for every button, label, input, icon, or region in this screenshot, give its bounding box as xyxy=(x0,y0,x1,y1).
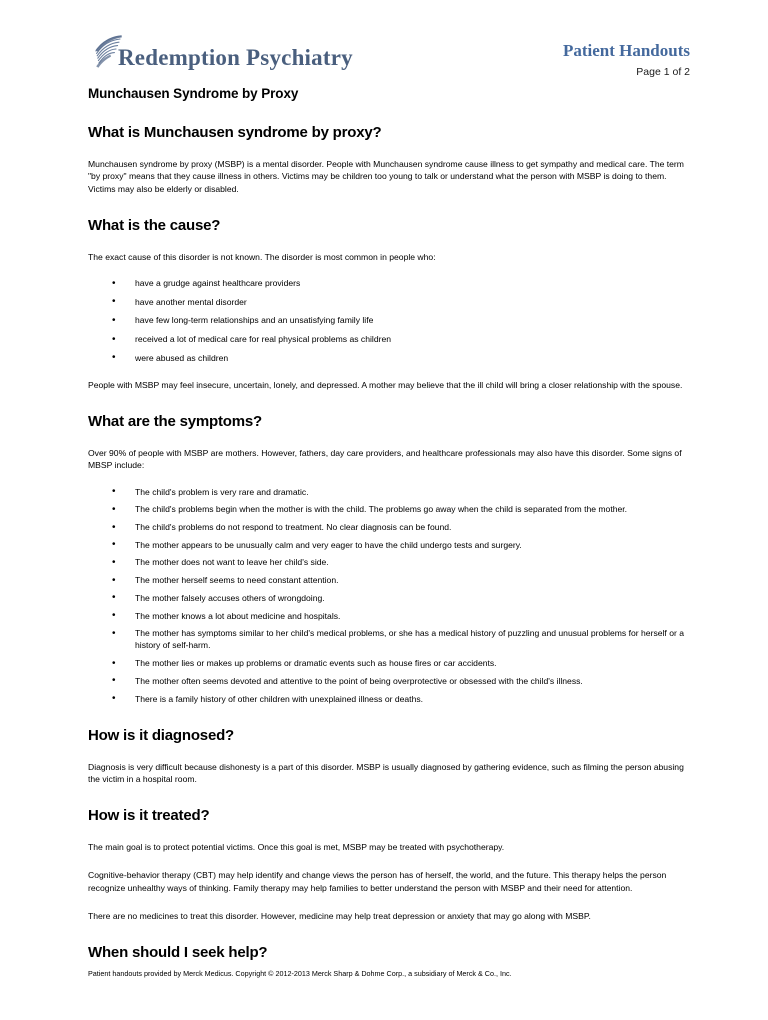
body-paragraph: Over 90% of people with MSBP are mothers. However, fathers, day care providers, and healthcare professionals may also have this disorder. Some signs of MBSP include: xyxy=(88,448,682,471)
bullet-list xyxy=(88,486,690,705)
list-item: • The mother does not want to leave her child's side. xyxy=(88,556,690,568)
document-content xyxy=(88,86,690,962)
section-heading: How is it treated? xyxy=(88,807,210,825)
list-item: • The child's problem is very rare and dramatic. xyxy=(88,486,690,498)
body-paragraph: The exact cause of this disorder is not known. The disorder is most common in people who: xyxy=(88,251,436,262)
handouts-title: Patient Handouts xyxy=(562,41,690,60)
list-item: • The mother lies or makes up problems or dramatic events such as house fires or car accidents. xyxy=(88,657,690,669)
page-header xyxy=(88,26,690,88)
list-item: • The mother knows a lot about medicine and hospitals. xyxy=(88,610,690,622)
brand-logo[interactable] xyxy=(94,28,353,72)
section-heading: What is Munchausen syndrome by proxy? xyxy=(88,124,382,142)
page-footer: Patient handouts provided by Merck Medicus. Copyright © 2012-2013 Merck Sharp & Dohme Corp., a subsidiary of Merck & Co., Inc. xyxy=(88,968,512,978)
section-heading: What is the cause? xyxy=(88,216,221,234)
body-paragraph: Munchausen syndrome by proxy (MSBP) is a mental disorder. People with Munchausen syndrome cause illness to get sympathy and medical care. The term "by proxy" means that they cause illness in others. Victims may be children too young to talk or understand what the person with MSBP is doing to them. Victims may also be elderly or disabled. xyxy=(88,159,684,194)
brand-logo-text: Redemption Psychiatry xyxy=(118,45,353,70)
body-paragraph: Cognitive-behavior therapy (CBT) may help identify and change views the person has of herself, the world, and the future. This therapy helps the person recognize unhealthy ways of thinking. Family therapy may help families to better understand the person with MSBP and their need for attention. xyxy=(88,870,667,893)
list-item: • received a lot of medical care for real physical problems as children xyxy=(88,333,690,345)
body-paragraph: People with MSBP may feel insecure, uncertain, lonely, and depressed. A mother may believe that the ill child will bring a closer relationship with the spouse. xyxy=(88,380,683,391)
page-number: Page 1 of 2 xyxy=(636,65,690,78)
section-heading: When should I seek help? xyxy=(88,943,268,961)
body-paragraph: There are no medicines to treat this disorder. However, medicine may help treat depression or anxiety that may go along with MSBP. xyxy=(88,910,591,921)
list-item: • The mother herself seems to need constant attention. xyxy=(88,574,690,586)
bullet-list xyxy=(88,277,690,364)
header-right-block xyxy=(563,42,690,78)
section-heading: What are the symptoms? xyxy=(88,413,262,431)
list-item: • have another mental disorder xyxy=(88,296,690,308)
document-page xyxy=(0,26,768,1020)
sections-container xyxy=(88,124,690,962)
page-title: Munchausen Syndrome by Proxy xyxy=(88,86,299,101)
list-item: • have a grudge against healthcare providers xyxy=(88,277,690,289)
list-item: • The mother often seems devoted and attentive to the point of being overprotective or obsessed with the child's illness. xyxy=(88,675,690,687)
body-paragraph: The main goal is to protect potential victims. Once this goal is met, MSBP may be treated with psychotherapy. xyxy=(88,842,505,853)
section-heading: How is it diagnosed? xyxy=(88,726,235,744)
list-item: • have few long-term relationships and an unsatisfying family life xyxy=(88,314,690,326)
list-item: • The mother falsely accuses others of wrongdoing. xyxy=(88,592,690,604)
list-item: • The mother has symptoms similar to her child's medical problems, or she has a medical history of puzzling and unusual problems for herself or a history of self-harm. xyxy=(88,627,690,651)
list-item: • The child's problems begin when the mother is with the child. The problems go away when the child is separated from the mother. xyxy=(88,503,690,515)
list-item: • The mother appears to be unusually calm and very eager to have the child undergo tests and surgery. xyxy=(88,539,690,551)
body-paragraph: Diagnosis is very difficult because dishonesty is a part of this disorder. MSBP is usually diagnosed by gathering evidence, such as filming the person abusing the victim in a hospital room. xyxy=(88,761,684,784)
list-item: • There is a family history of other children with unexplained illness or deaths. xyxy=(88,693,690,705)
list-item: • were abused as children xyxy=(88,352,690,364)
list-item: • The child's problems do not respond to treatment. No clear diagnosis can be found. xyxy=(88,521,690,533)
